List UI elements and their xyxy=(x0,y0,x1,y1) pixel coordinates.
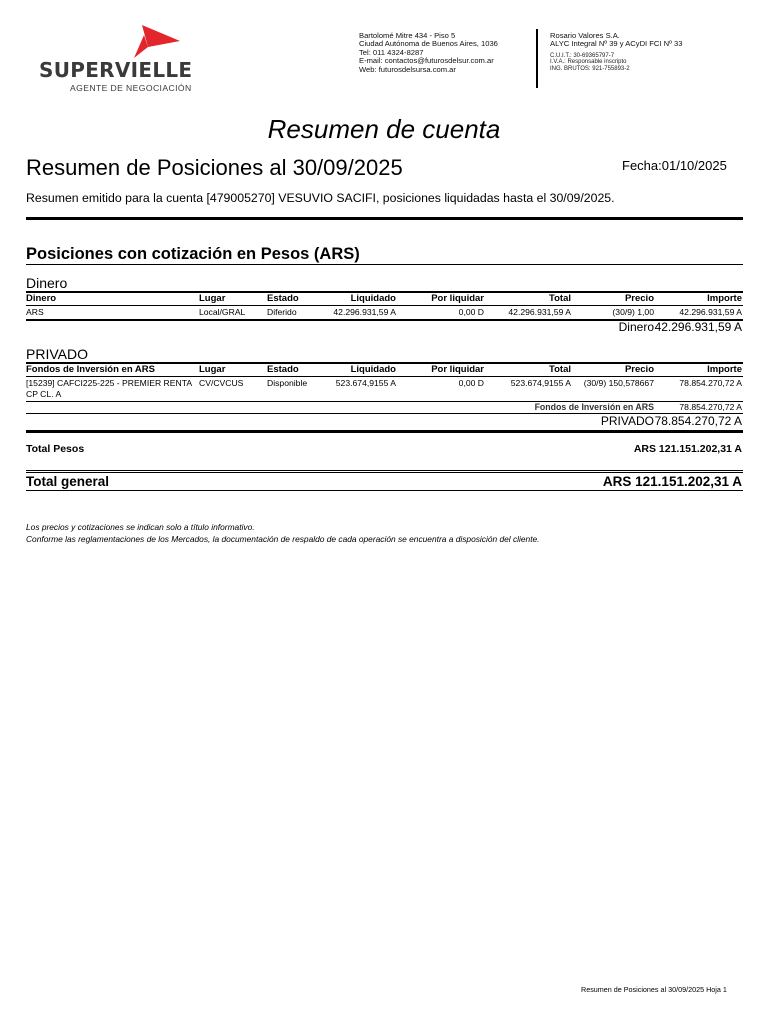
disclaimer-line: Los precios y cotizaciones se indican solo a título informativo. xyxy=(26,522,255,532)
cell: 42.296.931,59 A xyxy=(333,307,396,317)
web-line: Web: futurosdelsursa.com.ar xyxy=(359,64,456,74)
col-header: Por liquidar xyxy=(431,364,484,375)
date-label: Fecha: xyxy=(622,158,662,173)
col-header: Total xyxy=(549,293,571,304)
supervielle-logo-icon xyxy=(134,25,182,59)
table-header-rule xyxy=(26,305,743,306)
document-title: Resumen de cuenta xyxy=(267,114,501,144)
table-header xyxy=(0,293,768,305)
firm-cuit: C.U.I.T.: 30-69365797-7 xyxy=(550,52,615,59)
positions-title: Resumen de Posiciones al 30/09/2025 xyxy=(26,155,403,180)
col-header: Liquidado xyxy=(350,293,396,304)
col-header: Lugar xyxy=(199,293,226,304)
intro-text: Resumen emitido para la cuenta [479005270] VESUVIO SACIFI, posiciones liquidadas hasta el 30/09/2025. xyxy=(26,191,615,205)
col-header: Fondos de Inversión en ARS xyxy=(26,364,155,375)
header-divider xyxy=(536,29,538,88)
subtotal-value: 78.854.270,72 A xyxy=(654,414,742,428)
subtotal-label: Dinero xyxy=(618,320,654,334)
group-title-dinero: Dinero xyxy=(26,275,68,291)
table-row xyxy=(0,378,768,402)
col-header: Por liquidar xyxy=(431,293,484,304)
total-pesos-value: ARS 121.151.202,31 A xyxy=(633,443,742,455)
cell: 42.296.931,59 A xyxy=(679,307,742,317)
brand-name: SUPERVIELLE xyxy=(39,58,193,82)
disclaimer xyxy=(26,521,540,545)
cell: ARS xyxy=(26,307,44,317)
subtotal-value: 42.296.931,59 A xyxy=(654,320,742,334)
brand-subtitle: AGENTE DE NEGOCIACIÓN xyxy=(70,83,192,93)
address-line: Bartolomé Mitre 434 - Piso 5 xyxy=(359,31,456,40)
cell: 523.674,9155 A xyxy=(510,378,571,388)
cell: Diferido xyxy=(267,307,297,317)
col-header: Estado xyxy=(267,364,299,375)
divider xyxy=(26,430,743,433)
cell: 0,00 D xyxy=(458,378,484,388)
email-line: E-mail: contactos@futurosdelsur.com.ar xyxy=(359,56,494,66)
col-header: Precio xyxy=(624,364,654,375)
col-header: Importe xyxy=(707,293,742,304)
subtotal-label: PRIVADO xyxy=(600,414,654,428)
cell: 0,00 D xyxy=(458,307,484,317)
col-header: Total xyxy=(549,364,571,375)
address-line: Ciudad Autónoma de Buenos Aires, 1036 xyxy=(359,39,498,49)
firm-iva: I.V.A.: Responsable inscripto xyxy=(550,59,627,66)
total-general-row xyxy=(0,474,768,490)
col-header: Importe xyxy=(707,364,742,375)
col-header: Dinero xyxy=(26,293,57,304)
divider xyxy=(26,490,743,491)
cell: Local/GRAL xyxy=(199,307,246,317)
table-header-rule xyxy=(26,376,743,377)
firm-registration: ALYC Integral Nº 39 y ACyDI FCI Nº 33 xyxy=(550,39,683,49)
cell: CV/CVCUS xyxy=(199,378,244,388)
divider xyxy=(26,470,743,471)
divider xyxy=(26,217,743,220)
total-pesos-row xyxy=(0,443,768,457)
fund-subtotal-value: 78.854.270,72 A xyxy=(679,402,742,412)
cell: (30/9) 1,00 xyxy=(612,307,654,317)
fund-name-cont: CP CL. A xyxy=(26,389,62,399)
col-header: Lugar xyxy=(199,364,226,375)
cell: (30/9) 150,578667 xyxy=(583,378,654,388)
subtotal-row xyxy=(0,414,768,429)
fund-subtotal-label: Fondos de Inversión en ARS xyxy=(534,402,654,412)
fund-name: [15239] CAFCI225-225 - PREMIER RENTA xyxy=(26,378,193,388)
cell: 42.296.931,59 A xyxy=(508,307,571,317)
total-pesos-label: Total Pesos xyxy=(26,443,85,455)
firm-name: Rosario Valores S.A. xyxy=(550,31,620,40)
phone-line: Tel: 011 4324-8287 xyxy=(359,47,424,57)
table-row xyxy=(0,307,768,319)
table-header xyxy=(0,364,768,376)
col-header: Liquidado xyxy=(350,364,396,375)
firm-iibb: ING. BRUTOS: 921-755893-2 xyxy=(550,66,630,72)
group-title-privado: PRIVADO xyxy=(26,346,88,362)
date-field xyxy=(622,158,727,173)
cell: Disponible xyxy=(267,378,308,388)
divider xyxy=(26,264,743,265)
cell: 78.854.270,72 A xyxy=(679,378,742,388)
cell: 523.674,9155 A xyxy=(335,378,396,388)
address-block xyxy=(359,32,498,74)
col-header: Precio xyxy=(624,293,654,304)
page-footer: Resumen de Posiciones al 30/09/2025 Hoja 1 xyxy=(581,985,727,994)
disclaimer-line: Conforme las reglamentaciones de los Mercados, la documentación de respaldo de cada operación se encuentra a disposición del cliente. xyxy=(26,534,540,544)
col-header: Estado xyxy=(267,293,299,304)
total-general-value: ARS 121.151.202,31 A xyxy=(602,474,742,489)
total-general-label: Total general xyxy=(26,474,110,489)
divider xyxy=(26,472,743,473)
subtotal-row xyxy=(0,320,768,335)
date-value: 01/10/2025 xyxy=(661,158,727,173)
section-title: Posiciones con cotización en Pesos (ARS) xyxy=(26,245,360,263)
firm-block xyxy=(550,32,682,73)
